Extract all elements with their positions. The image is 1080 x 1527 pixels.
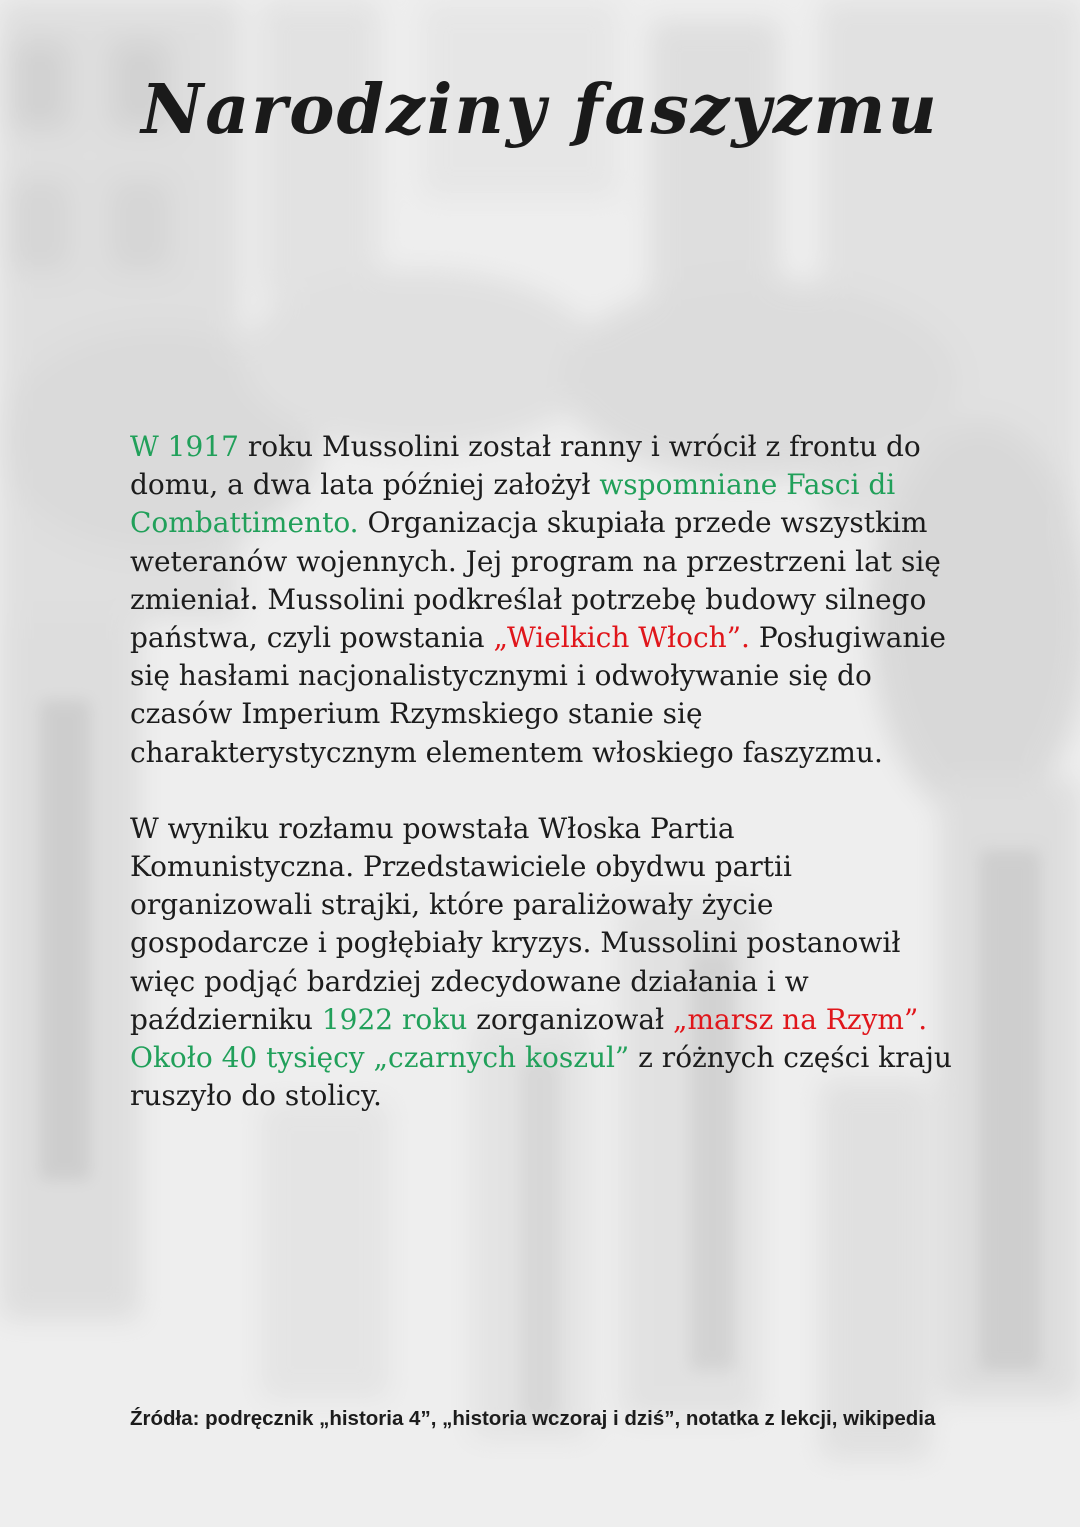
text-run: Posługiwanie się hasłami nacjonalistycznymi i odwoływanie się do czasów Imperium Rzymskiego stanie się charakterystycznym elementem włoskiego faszyzmu. (130, 621, 946, 769)
text-highlight-red: „marsz na Rzym”. (673, 1002, 928, 1036)
page-title: Narodziny faszyzmu (141, 70, 939, 150)
text-run: zorganizował (467, 1002, 673, 1036)
text-highlight-green: Około 40 tysięcy „czarnych koszul” (130, 1041, 630, 1075)
text-highlight-green: W 1917 (130, 430, 239, 463)
article-body (130, 428, 960, 1115)
text-highlight-green: wspomniane Fasci di Combattimento. (130, 468, 896, 540)
text-run: Organizacja skupiała przede wszystkim weteranów wojennych. Jej program na przestrzeni lat się zmieniał. Mussolini podkreślał potrzebę budowy silnego państwa, czyli powstania (130, 506, 941, 655)
paragraph-1 (130, 428, 960, 772)
text-run: W wyniku rozłamu powstała Włoska Partia Komunistyczna. Przedstawiciele obydwu partii organizowali strajki, które paraliżowały życie gospodarcze i pogłębiały kryzys. Mussolini postanowił więc podjąć bardziej zdecydowane działania i w październiku (130, 811, 901, 1036)
text-run: z różnych części kraju ruszyło do stolicy. (130, 1041, 952, 1113)
text-run: roku Mussolini został ranny i wrócił z frontu do domu, a dwa lata później założył (130, 430, 921, 502)
text-highlight-green: 1922 roku (321, 1002, 468, 1036)
sources-note: Źródła: podręcznik „historia 4”, „historia wczoraj i dziś”, notatka z lekcji, wikipedia (130, 1407, 936, 1430)
text-highlight-red: „Wielkich Włoch”. (493, 621, 750, 655)
paragraph-2 (130, 810, 960, 1116)
